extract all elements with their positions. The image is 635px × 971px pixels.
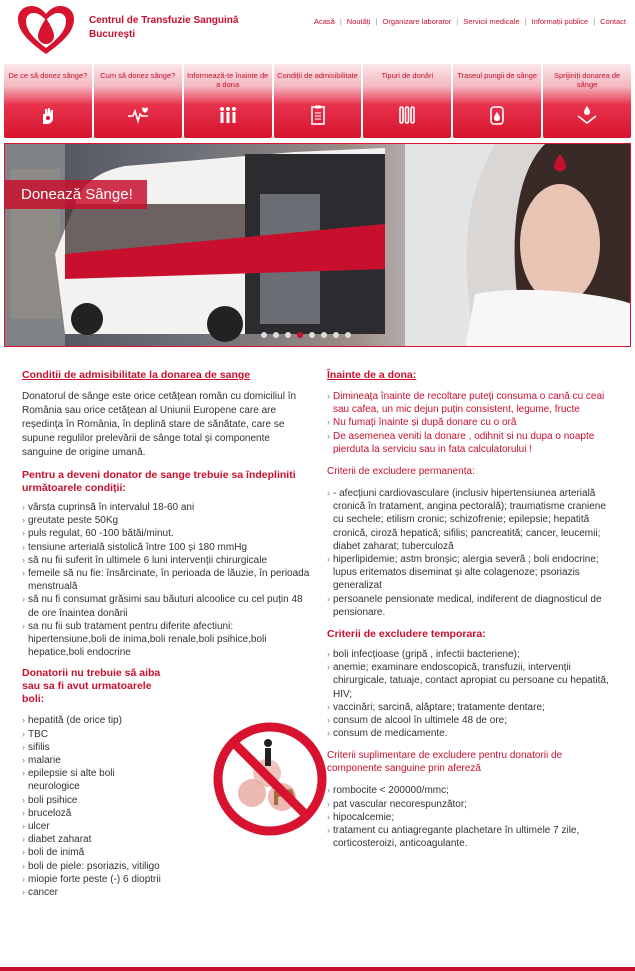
heartbeat-icon: [127, 104, 149, 126]
menu-label: Traseul pungii de sânge: [457, 71, 538, 80]
temporary-criteria-list: [327, 648, 617, 740]
intro-text: Donatorul de sânge este orice cetățean român cu domiciliul în România sau orice cetățean al Uniunii Europene care are reședința în România, în deplină stare de sănătate, care se supune regulilor prelevării de sânge total și componente sanguine de origine umană.: [22, 391, 297, 458]
heart-drop-logo[interactable]: [16, 4, 76, 56]
carousel-dot[interactable]: [333, 332, 339, 338]
clipboard-icon: [307, 104, 329, 126]
nav-servicii[interactable]: Servicii medicale: [463, 17, 520, 26]
organization-name[interactable]: [89, 14, 238, 42]
top-navigation: Acasă | Noutăți | Organizare laborator | Servicii medicale | Informații publice | Contact: [309, 17, 631, 26]
list-item: › diabet zaharat: [22, 833, 162, 846]
list-item: › rombocite < 200000/mmc;: [327, 784, 617, 797]
permanent-criteria-list: [327, 487, 617, 619]
list-item: › - afecțiuni cardiovasculare (inclusiv hipertensiunea arterială cronică în tratament, angina pectorală); traumatisme craniene cu sechele; etilism cronic; schizofrenie; epilepsie; hepatită cronică, ciroză hepatică; sifilis; pancreatită; cancer, leucemii; diabet zaharat; tuberculoză: [327, 487, 617, 553]
menu-item-informeaza[interactable]: [184, 64, 272, 138]
list-item: › tratament cu antiagregante plachetare în ultimele 7 zile, corticosteroizi, anticoagulante.: [327, 824, 617, 850]
list-item: › hipocalcemie;: [327, 811, 617, 824]
list-item: › consum de alcool în ultimele 48 de ore;: [327, 714, 617, 727]
carousel-dot[interactable]: [321, 332, 327, 338]
before-title: Înainte de a dona:: [327, 369, 417, 381]
list-item: › boli infecțioase (gripă , infectii bacteriene);: [327, 648, 617, 661]
org-city: București: [89, 29, 136, 40]
nav-acasa[interactable]: Acasă: [313, 17, 335, 26]
list-item: › hepatită (de orice tip): [22, 714, 162, 727]
nav-contact[interactable]: Contact: [600, 17, 626, 26]
carousel-dot[interactable]: [297, 332, 303, 338]
list-item: › hiperlipidemie; astm bronșic; alergia severă ; boli endocrine; lupus eritematos diseminat și alte colagenoze; psoriazis generalizat: [327, 553, 617, 593]
right-column: [327, 369, 617, 850]
banner-photo: [5, 144, 631, 347]
menu-item-tipuri[interactable]: [363, 64, 451, 138]
diseases-title: Donatorii nu trebuie să aiba sau sa fi avut urmatoarele boli:: [22, 667, 161, 706]
list-item: › epilepsie si alte boli neurologice: [22, 767, 162, 793]
footer-bar: [0, 967, 635, 971]
conditions-title: Pentru a deveni donator de sange trebuie sa îndepliniti următoarele condiții:: [22, 469, 296, 494]
left-column: [22, 369, 312, 899]
test-tubes-icon: [396, 104, 418, 126]
list-item: › boli psihice: [22, 794, 162, 807]
list-item: › puls regulat, 60 -100 bătăi/minut.: [22, 527, 312, 540]
list-item: › anemie; examinare endoscopică, transfuzii, intervenții chirurgicale, tatuaje, contact apropiat cu persoane cu hepatită, HIV;: [327, 661, 617, 701]
carousel-dot[interactable]: [261, 332, 267, 338]
list-item: › vaccinări; sarcină, alăptare; tratamente dentare;: [327, 701, 617, 714]
list-item: › vârsta cuprinsă în intervalul 18-60 ani: [22, 501, 312, 514]
list-item: › TBC: [22, 728, 162, 741]
carousel-dot[interactable]: [345, 332, 351, 338]
list-item: › pat vascular necorespunzător;: [327, 798, 617, 811]
blood-bag-icon: [486, 104, 508, 126]
before-list: [327, 390, 617, 456]
nav-organizare[interactable]: Organizare laborator: [382, 17, 452, 26]
list-item: › să nu fi consumat grăsimi sau băuturi alcoolice cu cel puțin 48 de ore înaintea donării: [22, 593, 312, 619]
carousel-dot[interactable]: [285, 332, 291, 338]
list-item: › cancer: [22, 886, 162, 899]
carousel-dot[interactable]: [309, 332, 315, 338]
list-item: › Dimineața înainte de recoltare puteți consuma o cană cu ceai sau cafea, un mic dejun puțin consistent, legume, fructe: [327, 390, 617, 416]
apheresis-criteria-title: Criterii suplimentare de excludere pentru donatorii de componente sanguine prin afereză: [327, 750, 563, 775]
list-item: › malarie: [22, 754, 162, 767]
list-item: › De asemenea veniti la donare , odihnit si nu dupa o noapte pierduta la serviciu sau in fata calculatorului !: [327, 430, 617, 456]
permanent-criteria-title: Criterii de excludere permanenta:: [327, 466, 475, 478]
menu-item-de-ce[interactable]: [4, 64, 92, 138]
menu-label: De ce să donez sânge?: [8, 71, 88, 80]
carousel-dot[interactable]: [273, 332, 279, 338]
list-item: › boli de inimă: [22, 846, 162, 859]
hero-banner[interactable]: [4, 143, 631, 347]
site-header: [0, 0, 635, 62]
carousel-dots: [261, 332, 351, 338]
admissibility-title: Conditii de admisibilitate la donarea de sange: [22, 369, 251, 381]
hand-drop-icon: [37, 104, 59, 126]
diseases-list: [22, 714, 162, 899]
list-item: › consum de medicamente.: [327, 727, 617, 740]
list-item: › Nu fumați înainte și după donare cu o oră: [327, 416, 617, 429]
apheresis-criteria-list: [327, 784, 617, 850]
menu-label: Informează-te înainte de a dona: [186, 71, 269, 89]
menu-label: Sprijiniți donarea de sânge: [553, 71, 621, 89]
main-menu: [4, 64, 631, 138]
nav-noutati[interactable]: Noutăți: [346, 17, 371, 26]
menu-label: Condiții de admisibilitate: [277, 71, 358, 80]
list-item: › persoanele pensionate medical, indiferent de diagnosticul de pensionare.: [327, 593, 617, 619]
menu-label: Tipuri de donări: [381, 71, 434, 80]
list-item: › tensiune arterială sistolică între 100 și 180 mmHg: [22, 541, 312, 554]
menu-item-sprijiniti[interactable]: [543, 64, 631, 138]
list-item: › bruceloză: [22, 807, 162, 820]
list-item: › ulcer: [22, 820, 162, 833]
list-item: › sa nu fii sub tratament pentru diferite afectiuni: hipertensiune,boli de inima,boli renale,boli psihice,boli hepatice,boli endocrine: [22, 620, 312, 660]
list-item: › miopie forte peste (-) 6 dioptrii: [22, 873, 162, 886]
people-icon: [217, 104, 239, 126]
menu-label: Cum să donez sânge?: [100, 71, 176, 80]
hands-drop-icon: [576, 104, 598, 126]
list-item: › sifilis: [22, 741, 162, 754]
menu-item-traseul[interactable]: [453, 64, 541, 138]
list-item: › boli de piele: psoriazis, vitiligo: [22, 860, 162, 873]
conditions-list: [22, 501, 312, 659]
menu-item-conditii[interactable]: [274, 64, 362, 138]
nav-informatii[interactable]: Informații publice: [531, 17, 589, 26]
list-item: › să nu fii suferit în ultimele 6 luni intervenții chirurgicale: [22, 554, 312, 567]
prohibited-sign-icon: [212, 721, 328, 837]
list-item: › greutate peste 50Kg: [22, 514, 312, 527]
list-item: › femeile să nu fie: însărcinate, în perioada de lăuzie, în perioada menstruală: [22, 567, 312, 593]
menu-item-cum[interactable]: [94, 64, 182, 138]
temporary-criteria-title: Criterii de excludere temporara:: [327, 628, 486, 641]
banner-title: Donează Sânge!: [5, 180, 147, 209]
org-name: Centrul de Transfuzie Sanguină: [89, 15, 239, 26]
